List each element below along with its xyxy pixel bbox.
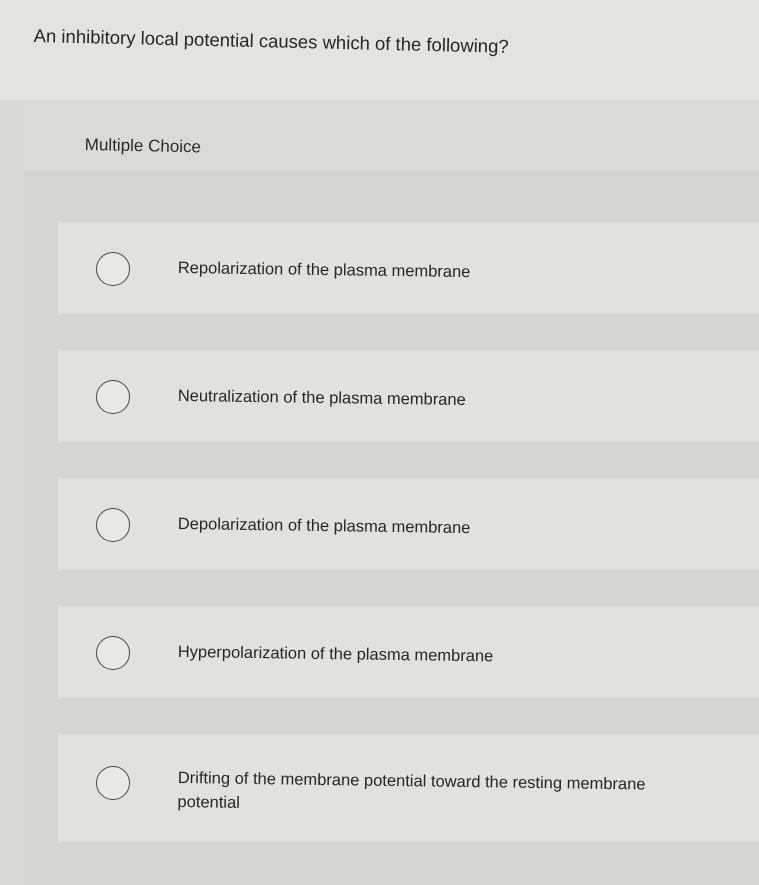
answer-option-label: Depolarization of the plasma membrane	[177, 514, 471, 538]
radio-unchecked-icon[interactable]	[96, 508, 130, 542]
question-text: An inhibitory local potential causes which of the following?	[33, 24, 509, 57]
answer-option-label: Neutralization of the plasma membrane	[177, 386, 466, 410]
answer-option-2[interactable]	[58, 350, 759, 442]
panel-header	[24, 104, 759, 173]
question-area	[0, 0, 759, 100]
answer-option-label: Repolarization of the plasma membrane	[177, 258, 471, 282]
answer-options	[58, 222, 759, 878]
answer-option-label: Hyperpolarization of the plasma membrane	[177, 642, 494, 666]
radio-unchecked-icon[interactable]	[96, 766, 130, 800]
answer-option-label: Drifting of the membrane potential toward the resting membrane potential	[177, 768, 646, 812]
answer-option-4[interactable]	[58, 606, 759, 698]
answer-option-5[interactable]	[58, 734, 759, 842]
answer-option-1[interactable]	[58, 222, 759, 314]
radio-unchecked-icon[interactable]	[96, 636, 130, 670]
panel-title: Multiple Choice	[84, 135, 202, 157]
radio-unchecked-icon[interactable]	[96, 380, 130, 414]
answer-option-3[interactable]	[58, 478, 759, 570]
radio-unchecked-icon[interactable]	[96, 252, 130, 286]
multiple-choice-panel	[24, 104, 759, 885]
